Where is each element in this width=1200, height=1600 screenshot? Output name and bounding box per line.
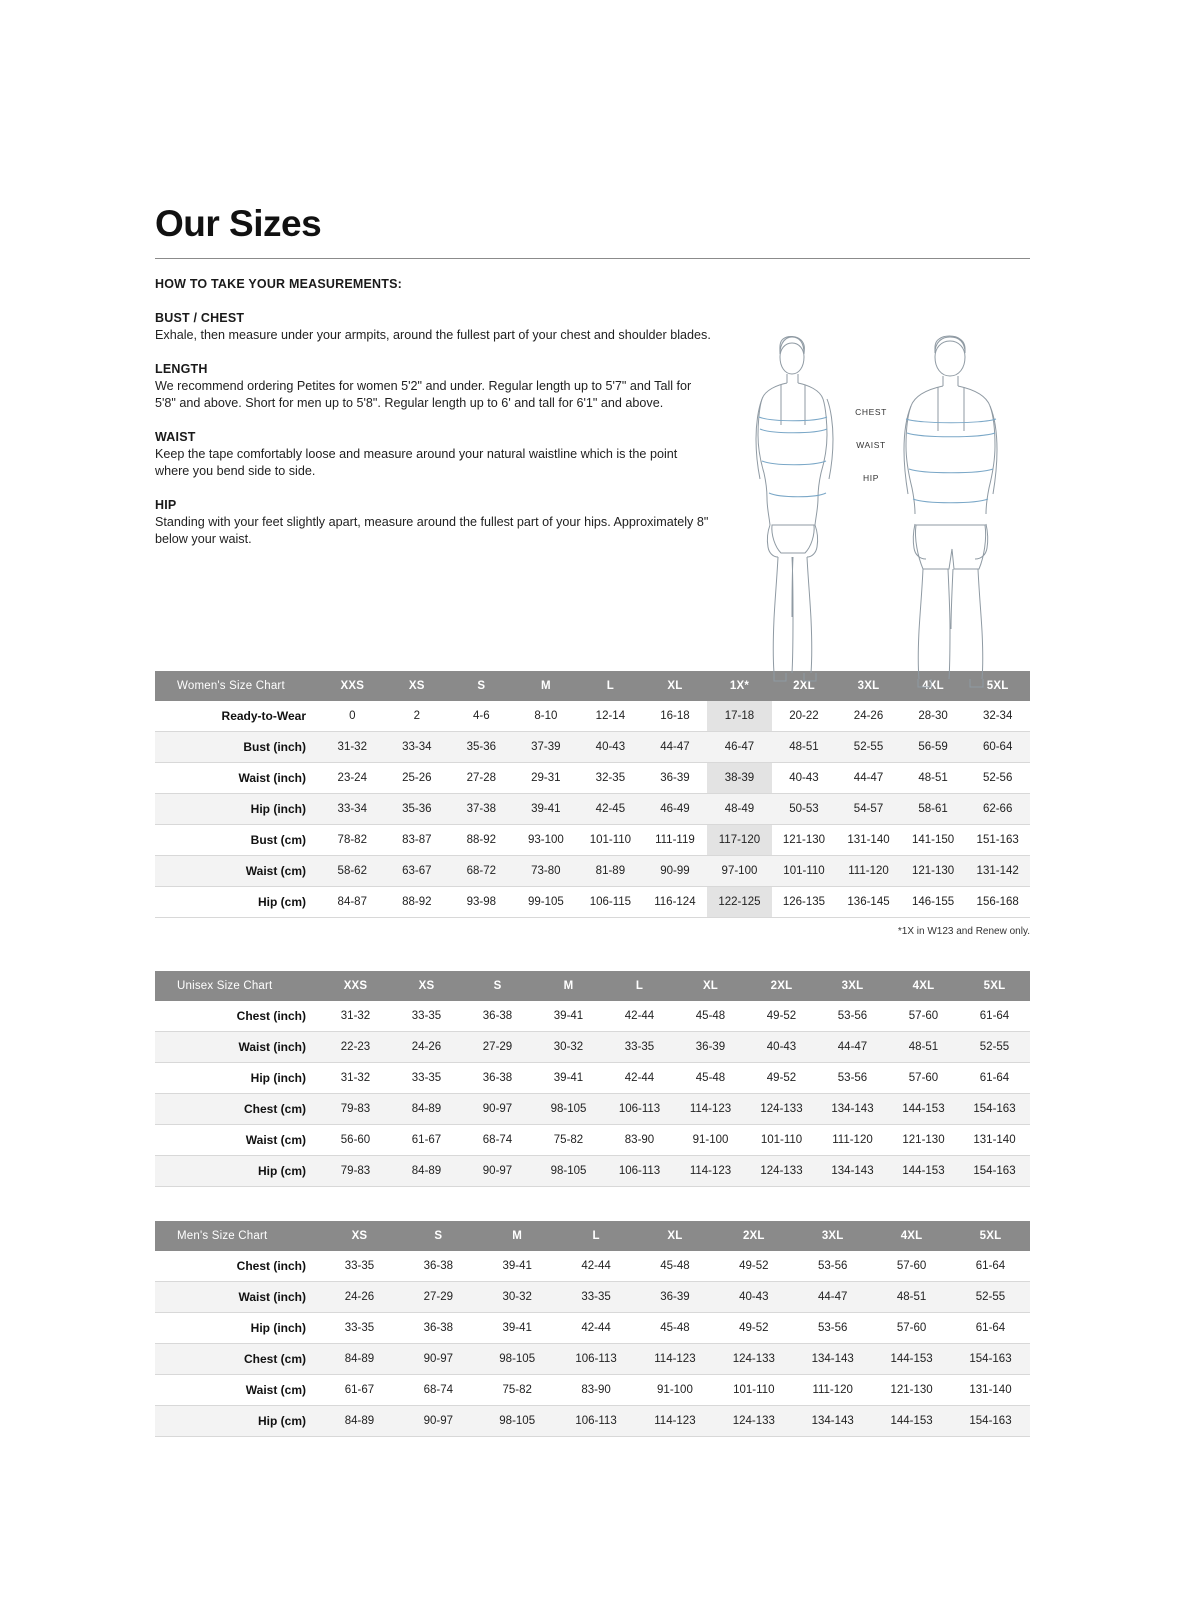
col-header-5xl: 5XL	[959, 971, 1030, 1001]
col-header-3xl: 3XL	[793, 1221, 872, 1251]
cell: 44-47	[836, 763, 901, 794]
cell: 131-140	[836, 825, 901, 856]
cell: 61-64	[951, 1313, 1030, 1344]
title-divider	[155, 258, 1030, 259]
cell: 126-135	[772, 887, 837, 918]
unisex-chart-title: Unisex Size Chart	[155, 971, 320, 1001]
cell: 75-82	[533, 1125, 604, 1156]
table-row	[155, 1282, 1030, 1313]
cell: 124-133	[746, 1156, 817, 1187]
cell: 12-14	[578, 701, 643, 732]
table-row	[155, 732, 1030, 763]
col-header-xs: XS	[320, 1221, 399, 1251]
col-header-xxs: XXS	[320, 671, 385, 701]
mens-size-chart-table	[155, 1221, 1030, 1437]
cell: 42-45	[578, 794, 643, 825]
cell: 31-32	[320, 1001, 391, 1032]
cell: 32-34	[965, 701, 1030, 732]
cell: 151-163	[965, 825, 1030, 856]
table-row	[155, 1406, 1030, 1437]
cell: 61-64	[951, 1251, 1030, 1282]
col-header-l: L	[578, 671, 643, 701]
cell: 37-39	[514, 732, 579, 763]
hip-body: Standing with your feet slightly apart, measure around the fullest part of your hips. Approximately 8" below your waist.	[155, 515, 709, 546]
cell: 114-123	[675, 1156, 746, 1187]
cell: 24-26	[320, 1282, 399, 1313]
cell: 40-43	[714, 1282, 793, 1313]
cell: 84-89	[391, 1156, 462, 1187]
measurement-instructions-section	[155, 277, 1030, 637]
cell: 111-119	[643, 825, 708, 856]
waist-heading: WAIST	[155, 430, 196, 444]
cell: 42-44	[604, 1001, 675, 1032]
figure-measurement-labels	[846, 407, 896, 506]
table-row	[155, 1344, 1030, 1375]
cell: 17-18	[707, 701, 772, 732]
cell: 106-113	[604, 1094, 675, 1125]
cell: 42-44	[557, 1251, 636, 1282]
cell: 131-140	[959, 1125, 1030, 1156]
cell: 33-35	[320, 1251, 399, 1282]
cell: 25-26	[385, 763, 450, 794]
cell: 48-49	[707, 794, 772, 825]
cell: 20-22	[772, 701, 837, 732]
female-figure	[756, 336, 833, 681]
cell: 52-55	[959, 1032, 1030, 1063]
cell: 56-59	[901, 732, 966, 763]
cell: 49-52	[714, 1313, 793, 1344]
hip-heading: HIP	[155, 498, 177, 512]
bust-chest-body: Exhale, then measure under your armpits, around the fullest part of your chest and shoulder blades.	[155, 328, 711, 342]
cell: 93-98	[449, 887, 514, 918]
cell: 2	[385, 701, 450, 732]
col-header-xs: XS	[385, 671, 450, 701]
cell: 32-35	[578, 763, 643, 794]
cell: 53-56	[817, 1001, 888, 1032]
womens-chart-title: Women's Size Chart	[155, 671, 320, 701]
cell: 106-113	[604, 1156, 675, 1187]
col-header-xl: XL	[636, 1221, 715, 1251]
cell: 84-89	[320, 1344, 399, 1375]
table-row	[155, 1094, 1030, 1125]
col-header-4xl: 4XL	[872, 1221, 951, 1251]
row-label: Bust (cm)	[155, 825, 320, 856]
cell: 97-100	[707, 856, 772, 887]
cell: 144-153	[872, 1406, 951, 1437]
cell: 68-74	[462, 1125, 533, 1156]
cell: 101-110	[746, 1125, 817, 1156]
cell: 98-105	[533, 1156, 604, 1187]
cell: 121-130	[901, 856, 966, 887]
cell: 101-110	[714, 1375, 793, 1406]
cell: 52-55	[836, 732, 901, 763]
col-header-xl: XL	[675, 971, 746, 1001]
cell: 93-100	[514, 825, 579, 856]
womens-size-chart-block	[155, 671, 1030, 937]
row-label: Waist (cm)	[155, 1375, 320, 1406]
row-label: Hip (inch)	[155, 1313, 320, 1344]
cell: 117-120	[707, 825, 772, 856]
unisex-size-chart-block	[155, 971, 1030, 1187]
col-header-3xl: 3XL	[817, 971, 888, 1001]
cell: 91-100	[675, 1125, 746, 1156]
col-header-m: M	[533, 971, 604, 1001]
cell: 141-150	[901, 825, 966, 856]
col-header-s: S	[449, 671, 514, 701]
cell: 45-48	[636, 1313, 715, 1344]
table-row	[155, 701, 1030, 732]
cell: 36-39	[643, 763, 708, 794]
cell: 23-24	[320, 763, 385, 794]
col-header-l: L	[604, 971, 675, 1001]
label-waist: WAIST	[856, 440, 886, 450]
table-row	[155, 1375, 1030, 1406]
cell: 48-51	[772, 732, 837, 763]
cell: 42-44	[557, 1313, 636, 1344]
cell: 36-38	[399, 1313, 478, 1344]
row-label: Hip (inch)	[155, 794, 320, 825]
cell: 33-35	[391, 1063, 462, 1094]
cell: 24-26	[836, 701, 901, 732]
body-measurement-figures	[748, 329, 1030, 689]
row-label: Waist (cm)	[155, 856, 320, 887]
table-header-row	[155, 971, 1030, 1001]
cell: 124-133	[714, 1344, 793, 1375]
col-header-2xl: 2XL	[714, 1221, 793, 1251]
table-row	[155, 1251, 1030, 1282]
cell: 81-89	[578, 856, 643, 887]
waist-body: Keep the tape comfortably loose and measure around your natural waistline which is the point where you bend side to side.	[155, 447, 678, 478]
cell: 53-56	[793, 1251, 872, 1282]
cell: 63-67	[385, 856, 450, 887]
col-header-m: M	[514, 671, 579, 701]
cell: 90-97	[399, 1406, 478, 1437]
cell: 83-87	[385, 825, 450, 856]
mens-chart-title: Men's Size Chart	[155, 1221, 320, 1251]
cell: 60-64	[965, 732, 1030, 763]
cell: 49-52	[746, 1001, 817, 1032]
col-header-l: L	[557, 1221, 636, 1251]
table-row	[155, 1313, 1030, 1344]
cell: 31-32	[320, 1063, 391, 1094]
cell: 48-51	[872, 1282, 951, 1313]
cell: 75-82	[478, 1375, 557, 1406]
cell: 53-56	[817, 1063, 888, 1094]
cell: 0	[320, 701, 385, 732]
cell: 106-113	[557, 1344, 636, 1375]
col-header-5xl: 5XL	[951, 1221, 1030, 1251]
cell: 36-39	[675, 1032, 746, 1063]
cell: 31-32	[320, 732, 385, 763]
cell: 27-28	[449, 763, 514, 794]
cell: 29-31	[514, 763, 579, 794]
cell: 90-97	[462, 1156, 533, 1187]
col-header-xl: XL	[643, 671, 708, 701]
cell: 68-74	[399, 1375, 478, 1406]
cell: 78-82	[320, 825, 385, 856]
cell: 154-163	[951, 1406, 1030, 1437]
row-label: Chest (cm)	[155, 1094, 320, 1125]
col-header-5xl: 5XL	[965, 671, 1030, 701]
col-header-xxs: XXS	[320, 971, 391, 1001]
row-label: Hip (cm)	[155, 887, 320, 918]
cell: 124-133	[714, 1406, 793, 1437]
cell: 98-105	[478, 1406, 557, 1437]
cell: 33-34	[385, 732, 450, 763]
cell: 131-142	[965, 856, 1030, 887]
table-row	[155, 1063, 1030, 1094]
cell: 33-35	[557, 1282, 636, 1313]
row-label: Waist (inch)	[155, 763, 320, 794]
cell: 73-80	[514, 856, 579, 887]
cell: 106-115	[578, 887, 643, 918]
cell: 49-52	[746, 1063, 817, 1094]
cell: 101-110	[578, 825, 643, 856]
row-label: Chest (inch)	[155, 1251, 320, 1282]
cell: 154-163	[959, 1156, 1030, 1187]
cell: 136-145	[836, 887, 901, 918]
cell: 134-143	[793, 1344, 872, 1375]
cell: 45-48	[675, 1001, 746, 1032]
col-header-m: M	[478, 1221, 557, 1251]
cell: 46-47	[707, 732, 772, 763]
col-header-xs: XS	[391, 971, 462, 1001]
col-header-s: S	[462, 971, 533, 1001]
row-label: Hip (inch)	[155, 1063, 320, 1094]
cell: 88-92	[385, 887, 450, 918]
cell: 121-130	[888, 1125, 959, 1156]
cell: 84-89	[391, 1094, 462, 1125]
cell: 30-32	[533, 1032, 604, 1063]
cell: 90-97	[399, 1344, 478, 1375]
cell: 54-57	[836, 794, 901, 825]
unisex-size-chart-table	[155, 971, 1030, 1187]
cell: 88-92	[449, 825, 514, 856]
cell: 36-38	[462, 1063, 533, 1094]
cell: 79-83	[320, 1094, 391, 1125]
col-header-2xl: 2XL	[746, 971, 817, 1001]
col-header-s: S	[399, 1221, 478, 1251]
cell: 27-29	[399, 1282, 478, 1313]
cell: 111-120	[793, 1375, 872, 1406]
cell: 39-41	[478, 1251, 557, 1282]
womens-chart-footnote: *1X in W123 and Renew only.	[897, 926, 1030, 937]
cell: 44-47	[793, 1282, 872, 1313]
cell: 114-123	[636, 1344, 715, 1375]
col-header-3xl: 3XL	[836, 671, 901, 701]
cell: 83-90	[604, 1125, 675, 1156]
cell: 121-130	[772, 825, 837, 856]
cell: 124-133	[746, 1094, 817, 1125]
cell: 62-66	[965, 794, 1030, 825]
cell: 28-30	[901, 701, 966, 732]
cell: 58-62	[320, 856, 385, 887]
cell: 84-89	[320, 1406, 399, 1437]
cell: 144-153	[888, 1094, 959, 1125]
length-heading: LENGTH	[155, 362, 208, 376]
cell: 40-43	[578, 732, 643, 763]
cell: 39-41	[533, 1001, 604, 1032]
cell: 50-53	[772, 794, 837, 825]
cell: 42-44	[604, 1063, 675, 1094]
cell: 134-143	[817, 1156, 888, 1187]
cell: 49-52	[714, 1251, 793, 1282]
cell: 52-56	[965, 763, 1030, 794]
table-row	[155, 825, 1030, 856]
cell: 36-38	[462, 1001, 533, 1032]
cell: 46-49	[643, 794, 708, 825]
cell: 39-41	[533, 1063, 604, 1094]
row-label: Waist (inch)	[155, 1032, 320, 1063]
row-label: Waist (inch)	[155, 1282, 320, 1313]
cell: 116-124	[643, 887, 708, 918]
cell: 122-125	[707, 887, 772, 918]
row-label: Bust (inch)	[155, 732, 320, 763]
cell: 61-67	[320, 1375, 399, 1406]
cell: 22-23	[320, 1032, 391, 1063]
cell: 16-18	[643, 701, 708, 732]
cell: 36-38	[399, 1251, 478, 1282]
table-row	[155, 1001, 1030, 1032]
row-label: Chest (inch)	[155, 1001, 320, 1032]
cell: 90-99	[643, 856, 708, 887]
cell: 58-61	[901, 794, 966, 825]
table-row	[155, 1156, 1030, 1187]
cell: 37-38	[449, 794, 514, 825]
figures-svg	[748, 329, 1030, 689]
cell: 114-123	[636, 1406, 715, 1437]
label-chest: CHEST	[855, 407, 887, 417]
cell: 91-100	[636, 1375, 715, 1406]
cell: 114-123	[675, 1094, 746, 1125]
cell: 121-130	[872, 1375, 951, 1406]
how-to-measure-heading: HOW TO TAKE YOUR MEASUREMENTS:	[155, 277, 402, 291]
cell: 61-67	[391, 1125, 462, 1156]
cell: 33-34	[320, 794, 385, 825]
cell: 44-47	[817, 1032, 888, 1063]
cell: 154-163	[959, 1094, 1030, 1125]
cell: 30-32	[478, 1282, 557, 1313]
cell: 40-43	[746, 1032, 817, 1063]
table-row	[155, 794, 1030, 825]
page-title: Our Sizes	[155, 203, 322, 244]
male-figure	[904, 336, 997, 687]
cell: 90-97	[462, 1094, 533, 1125]
length-body: We recommend ordering Petites for women 5'2" and under. Regular length up to 5'7" and Tall for 5'8" and above. Short for men up to 5'8". Regular length up to 6' and tall for 6'1" and above.	[155, 379, 692, 410]
cell: 45-48	[675, 1063, 746, 1094]
cell: 56-60	[320, 1125, 391, 1156]
cell: 144-153	[872, 1344, 951, 1375]
cell: 146-155	[901, 887, 966, 918]
cell: 111-120	[836, 856, 901, 887]
col-header-1x: 1X*	[707, 671, 772, 701]
cell: 61-64	[959, 1063, 1030, 1094]
cell: 57-60	[872, 1251, 951, 1282]
cell: 33-35	[391, 1001, 462, 1032]
cell: 68-72	[449, 856, 514, 887]
cell: 154-163	[951, 1344, 1030, 1375]
row-label: Ready-to-Wear	[155, 701, 320, 732]
table-row	[155, 763, 1030, 794]
cell: 144-153	[888, 1156, 959, 1187]
cell: 40-43	[772, 763, 837, 794]
cell: 52-55	[951, 1282, 1030, 1313]
cell: 45-48	[636, 1251, 715, 1282]
cell: 33-35	[604, 1032, 675, 1063]
col-header-4xl: 4XL	[901, 671, 966, 701]
table-row	[155, 887, 1030, 918]
cell: 101-110	[772, 856, 837, 887]
cell: 53-56	[793, 1313, 872, 1344]
cell: 111-120	[817, 1125, 888, 1156]
col-header-4xl: 4XL	[888, 971, 959, 1001]
instructions-text	[155, 277, 715, 548]
row-label: Hip (cm)	[155, 1406, 320, 1437]
col-header-2xl: 2XL	[772, 671, 837, 701]
cell: 134-143	[793, 1406, 872, 1437]
cell: 44-47	[643, 732, 708, 763]
cell: 106-113	[557, 1406, 636, 1437]
label-hip: HIP	[863, 473, 879, 483]
row-label: Chest (cm)	[155, 1344, 320, 1375]
cell: 57-60	[888, 1063, 959, 1094]
table-row	[155, 1032, 1030, 1063]
mens-size-chart-block	[155, 1221, 1030, 1437]
cell: 33-35	[320, 1313, 399, 1344]
cell: 79-83	[320, 1156, 391, 1187]
cell: 84-87	[320, 887, 385, 918]
bust-chest-heading: BUST / CHEST	[155, 311, 245, 325]
cell: 57-60	[872, 1313, 951, 1344]
cell: 61-64	[959, 1001, 1030, 1032]
cell: 98-105	[478, 1344, 557, 1375]
cell: 27-29	[462, 1032, 533, 1063]
row-label: Waist (cm)	[155, 1125, 320, 1156]
cell: 48-51	[888, 1032, 959, 1063]
table-row	[155, 1125, 1030, 1156]
cell: 134-143	[817, 1094, 888, 1125]
cell: 35-36	[385, 794, 450, 825]
womens-size-chart-table	[155, 671, 1030, 918]
page-content	[155, 205, 1030, 1437]
cell: 131-140	[951, 1375, 1030, 1406]
cell: 39-41	[478, 1313, 557, 1344]
cell: 99-105	[514, 887, 579, 918]
cell: 36-39	[636, 1282, 715, 1313]
table-row	[155, 856, 1030, 887]
cell: 83-90	[557, 1375, 636, 1406]
cell: 4-6	[449, 701, 514, 732]
table-header-row	[155, 1221, 1030, 1251]
row-label: Hip (cm)	[155, 1156, 320, 1187]
cell: 38-39	[707, 763, 772, 794]
cell: 57-60	[888, 1001, 959, 1032]
cell: 48-51	[901, 763, 966, 794]
cell: 24-26	[391, 1032, 462, 1063]
cell: 39-41	[514, 794, 579, 825]
cell: 156-168	[965, 887, 1030, 918]
cell: 8-10	[514, 701, 579, 732]
cell: 98-105	[533, 1094, 604, 1125]
cell: 35-36	[449, 732, 514, 763]
